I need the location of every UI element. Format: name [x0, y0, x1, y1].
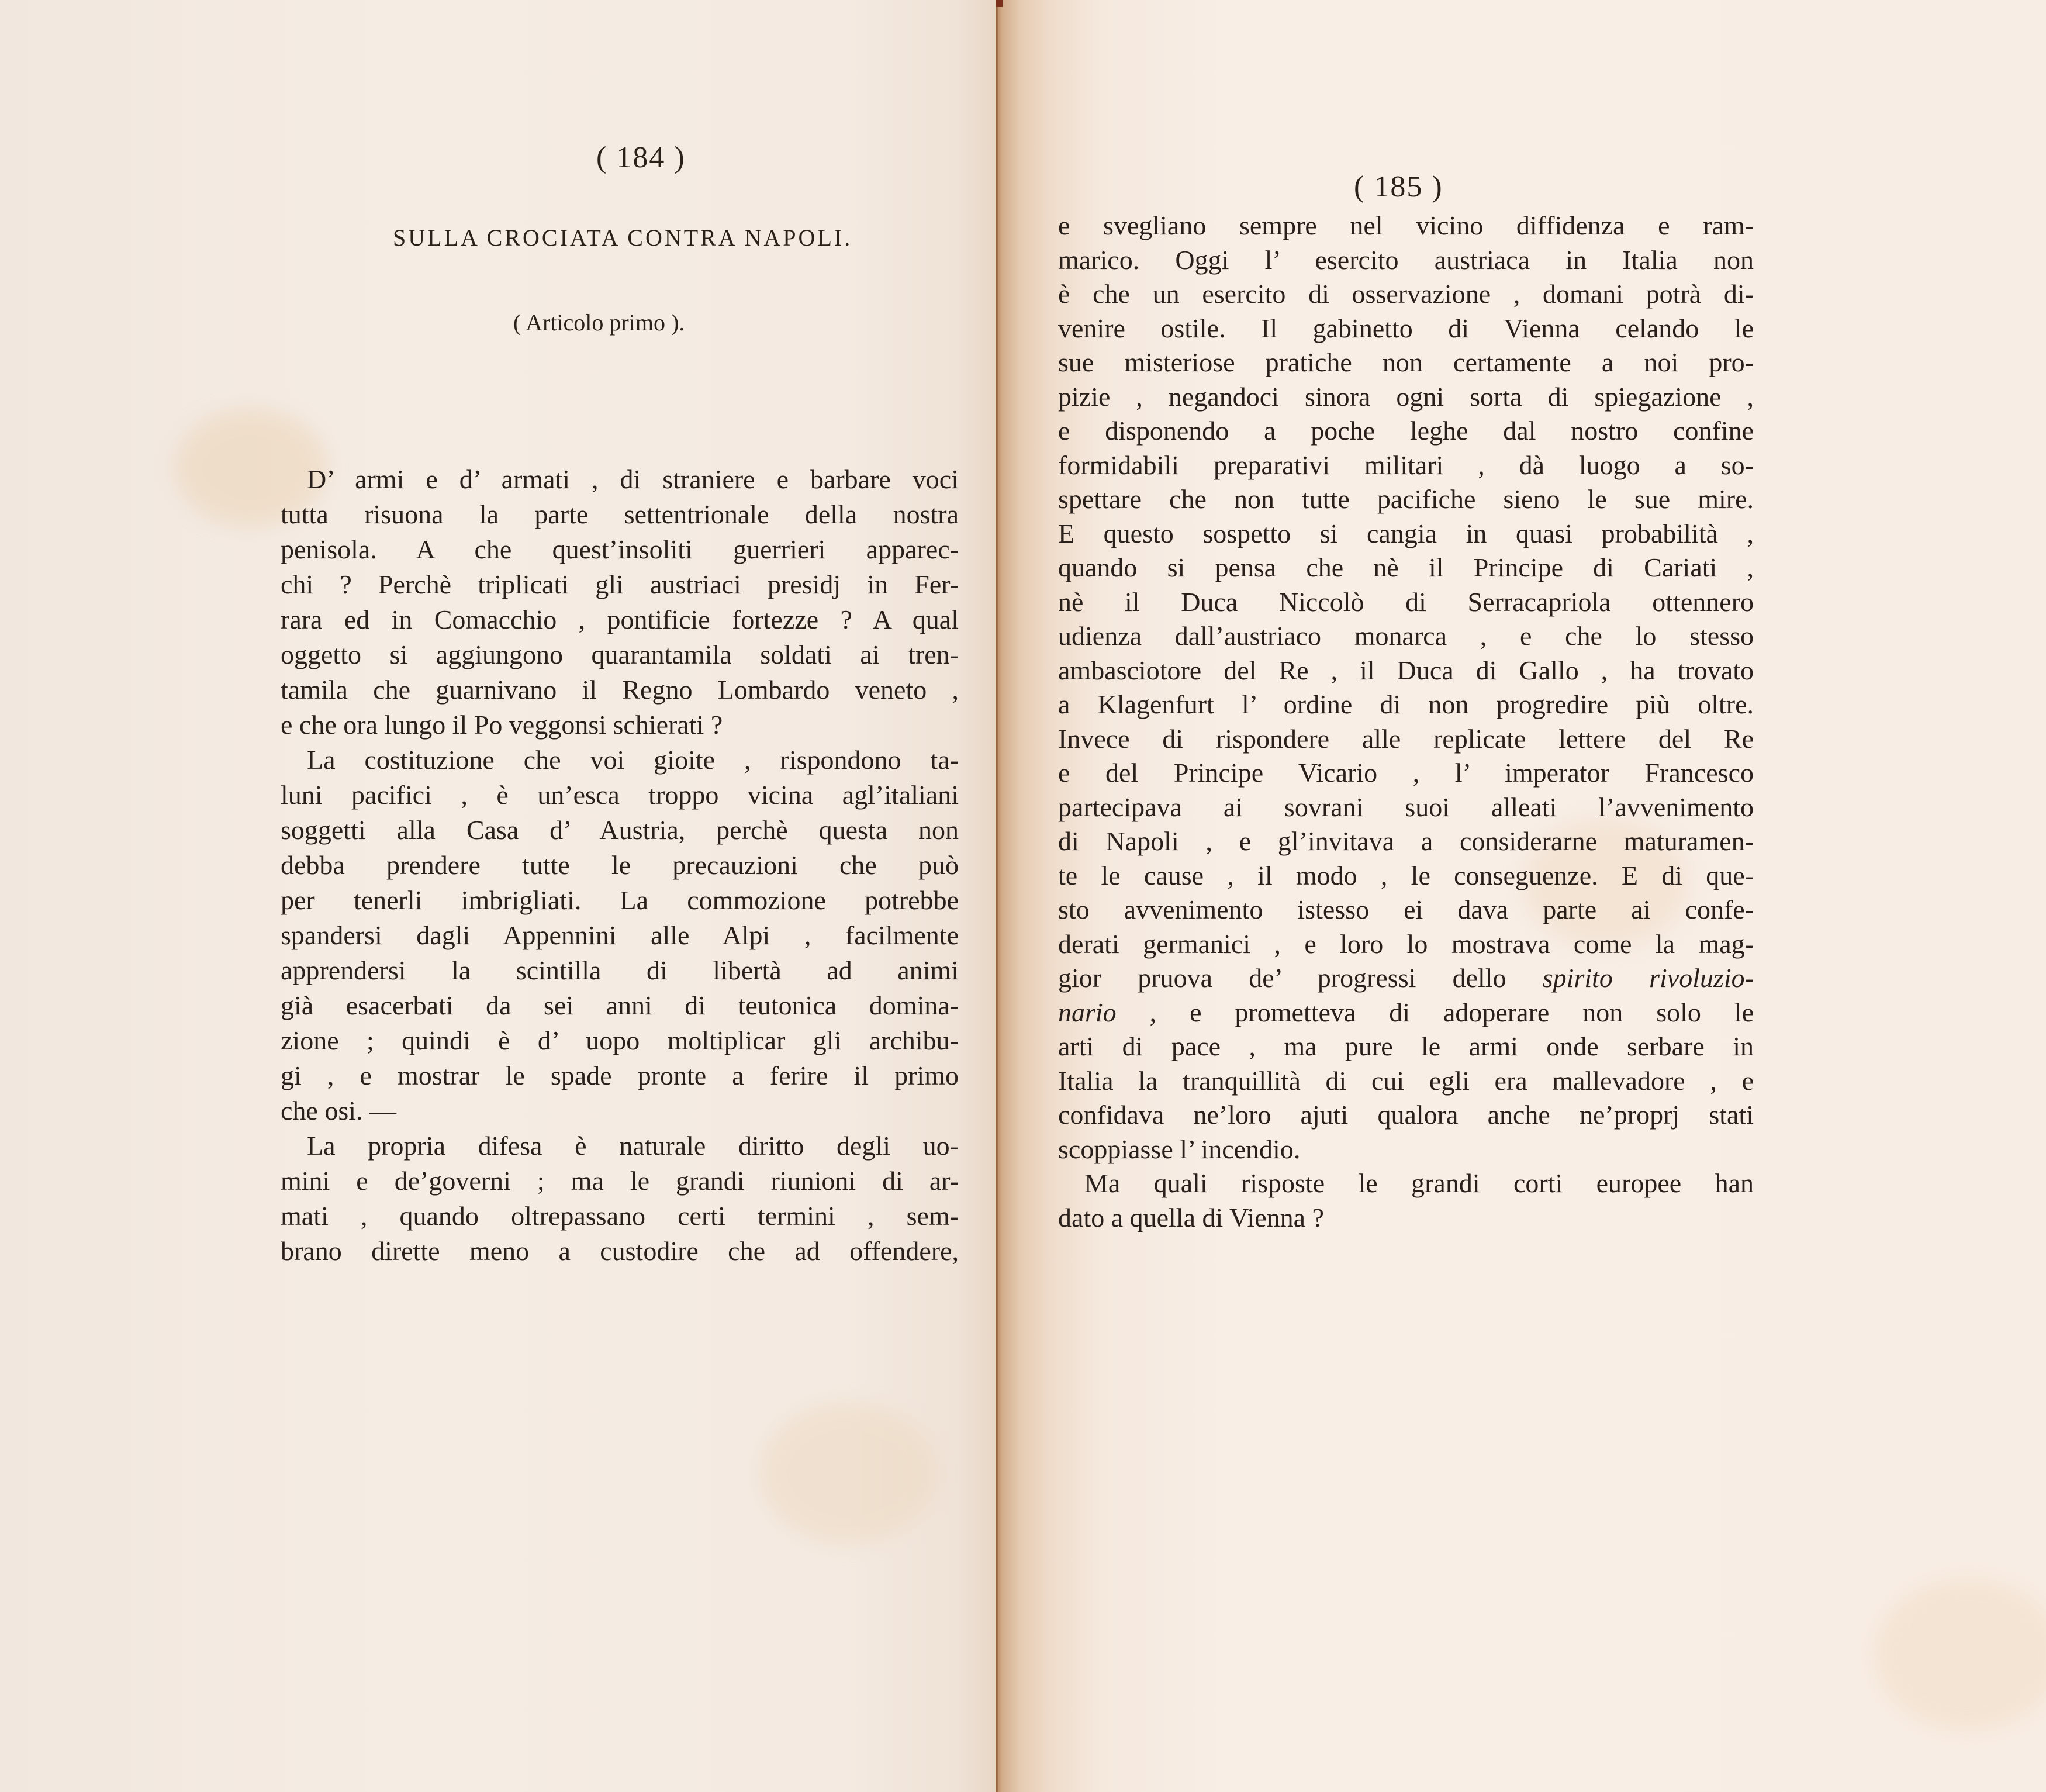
text-line: confidava ne’loro ajuti qualora anche ne’proprj stati [1058, 1100, 1754, 1130]
text-line: gi , e mostrar le spade pronte a ferire il primo [281, 1061, 959, 1090]
text-line: La propria difesa è naturale diritto degli uo- [307, 1131, 959, 1161]
text-line: nè il Duca Niccolò di Serracapriola ottennero [1058, 586, 1754, 617]
text-line: che osi. — [281, 1096, 397, 1125]
text-line: sue misteriose pratiche non certamente a noi pro- [1058, 347, 1754, 377]
text-line: dato a quella di Vienna ? [1058, 1202, 1324, 1232]
italic-phrase: nario [1058, 997, 1117, 1027]
text-line: Invece di rispondere alle replicate lettere del Re [1058, 723, 1754, 754]
text-segment: , e prometteva di adoperare non solo le [1149, 997, 1754, 1027]
page-number: ( 185 ) [1354, 170, 1443, 203]
text-line: debba prendere tutte le precauzioni che può [281, 850, 959, 880]
text-line: ambasciotore del Re , il Duca di Gallo , ha trovato [1058, 655, 1754, 685]
text-line: spettare che non tutte pacifiche sieno le sue mire. [1058, 484, 1754, 514]
text-line: derati germanici , e loro lo mostrava come la mag- [1058, 928, 1754, 959]
right-page [997, 0, 2046, 1792]
text-line: e disponendo a poche leghe dal nostro confine [1058, 416, 1754, 446]
text-line: chi ? Perchè triplicati gli austriaci presidj in Fer- [281, 569, 959, 599]
text-line-with-italic [1058, 996, 1754, 1030]
left-page [0, 0, 997, 1792]
text-line: spandersi dagli Appennini alle Alpi , facilmente [281, 920, 959, 950]
text-line: scoppiasse l’ incendio. [1058, 1134, 1301, 1164]
text-line: te le cause , il modo , le conseguenze. E di que- [1058, 860, 1754, 890]
text-line-with-italic [1058, 961, 1754, 996]
text-line: zione ; quindi è d’ uopo moltiplicar gli archibu- [281, 1026, 959, 1055]
text-line: partecipava ai sovrani suoi alleati l’avvenimento [1058, 792, 1754, 822]
text-line: luni pacifici , è un’esca troppo vicina agl’italiani [281, 780, 959, 810]
text-line: quando si pensa che nè il Principe di Cariati , [1058, 553, 1754, 582]
text-line: e svegliano sempre nel vicino diffidenza e ram- [1058, 210, 1754, 240]
text-line: rara ed in Comacchio , pontificie fortezze ? A qual [281, 605, 959, 634]
article-title: SULLA CROCIATA CONTRA NAPOLI. [393, 225, 853, 251]
text-line: La costituzione che voi gioite , rispondono ta- [307, 745, 959, 775]
text-line: soggetti alla Casa d’ Austria, perchè questa non [281, 815, 959, 845]
page-number: ( 184 ) [596, 141, 686, 174]
text-line: arti di pace , ma pure le armi onde serbare in [1058, 1031, 1754, 1061]
text-line: D’ armi e d’ armati , di straniere e barbare voci [307, 464, 959, 494]
text-segment: gior pruova de’ progressi dello [1058, 963, 1506, 993]
text-line: mati , quando oltrepassano certi termini , sem- [281, 1201, 959, 1231]
text-line: venire ostile. Il gabinetto di Vienna celando le [1058, 313, 1754, 343]
italic-phrase: spirito rivoluzio- [1542, 963, 1754, 993]
text-line: tamila che guarnivano il Regno Lombardo veneto , [281, 675, 959, 705]
text-line: sto avvenimento istesso ei dava parte ai confe- [1058, 895, 1754, 924]
text-line: udienza dall’austriaco monarca , e che lo stesso [1058, 621, 1754, 651]
text-line: E questo sospetto si cangia in quasi probabilità , [1058, 518, 1754, 548]
text-line: per tenerli imbrigliati. La commozione potrebbe [281, 885, 959, 915]
text-line: è che un esercito di osservazione , domani potrà di- [1058, 279, 1754, 309]
article-subtitle: ( Articolo primo ). [513, 309, 685, 336]
text-line: di Napoli , e gl’invitava a considerarne maturamen- [1058, 826, 1754, 856]
text-line: oggetto si aggiungono quarantamila soldati ai tren- [281, 640, 959, 669]
book-gutter [996, 0, 998, 1792]
text-line: brano dirette meno a custodire che ad offendere, [281, 1236, 959, 1266]
text-line: formidabili preparativi militari , dà luogo a so- [1058, 450, 1754, 480]
text-line: apprendersi la scintilla di libertà ad animi [281, 955, 959, 985]
text-line: mini e de’governi ; ma le grandi riunioni di ar- [281, 1166, 959, 1196]
text-line: e del Principe Vicario , l’ imperator Francesco [1058, 758, 1754, 788]
text-line: tutta risuona la parte settentrionale della nostra [281, 499, 959, 529]
text-line: e che ora lungo il Po veggonsi schierati ? [281, 710, 723, 740]
text-line: già esacerbati da sei anni di teutonica domina- [281, 990, 959, 1020]
text-line: Italia la tranquillità di cui egli era mallevadore , e [1058, 1065, 1754, 1096]
left-body-text [281, 462, 959, 1269]
text-line: penisola. A che quest’insoliti guerrieri apparec- [281, 534, 959, 564]
text-line: Ma quali risposte le grandi corti europee han [1084, 1168, 1754, 1198]
paper-stain [1874, 1579, 2046, 1731]
spine-binding [996, 0, 1003, 7]
paper-stain [760, 1403, 935, 1544]
text-line: pizie , negandoci sinora ogni sorta di spiegazione , [1058, 381, 1754, 412]
text-line: a Klagenfurt l’ ordine di non progredire più oltre. [1058, 689, 1754, 719]
right-body-text [1058, 209, 1754, 1235]
text-line: marico. Oggi l’ esercito austriaca in Italia non [1058, 244, 1754, 275]
